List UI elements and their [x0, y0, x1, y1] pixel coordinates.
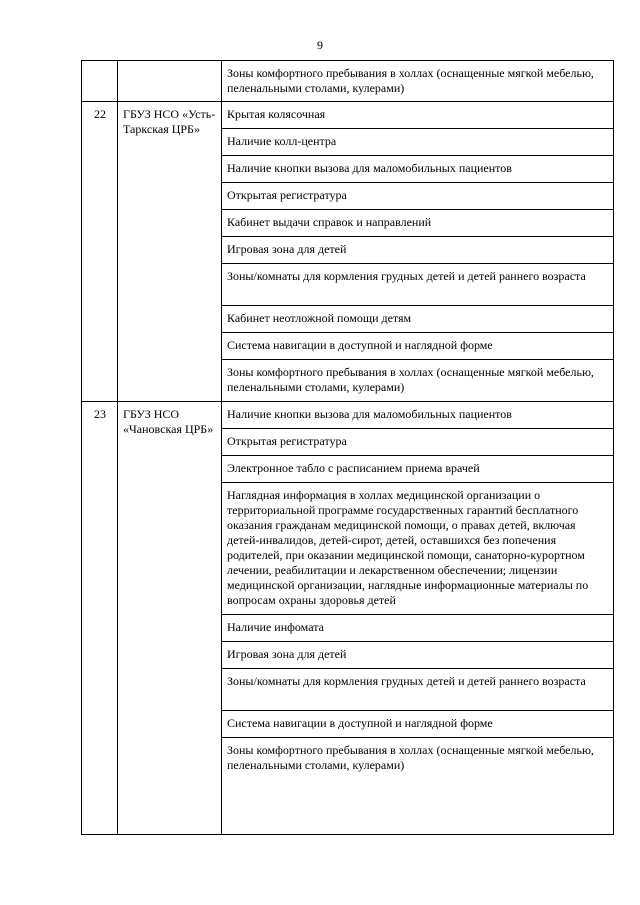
cell-feature: Открытая регистратура: [222, 183, 614, 210]
cell-organization-empty: [118, 61, 222, 102]
cell-feature: Игровая зона для детей: [222, 237, 614, 264]
cell-number-empty: [82, 61, 118, 102]
facilities-table: [81, 60, 614, 835]
cell-number: 22: [82, 102, 118, 402]
cell-feature: Кабинет выдачи справок и направлений: [222, 210, 614, 237]
cell-feature: Открытая регистратура: [222, 429, 614, 456]
cell-feature: Наличие инфомата: [222, 615, 614, 642]
cell-feature: Зоны/комнаты для кормления грудных детей и детей раннего возраста: [222, 264, 614, 306]
cell-feature: Наличие кнопки вызова для маломобильных пациентов: [222, 402, 614, 429]
cell-feature: Система навигации в доступной и наглядной форме: [222, 333, 614, 360]
cell-feature: Зоны комфортного пребывания в холлах (оснащенные мягкой мебелью, пеленальными столами, кулерами): [222, 61, 614, 102]
table-row: [82, 402, 614, 429]
cell-feature: Зоны комфортного пребывания в холлах (оснащенные мягкой мебелью, пеленальными столами, кулерами): [222, 360, 614, 402]
cell-feature: Наглядная информация в холлах медицинской организации о территориальной программе государственных гарантий бесплатного оказания гражданам медицинской помощи, о правах детей, включая детей-инвалидов, детей-сирот, детей, оставшихся без попечения родителей, при оказании медицинской помощи, санаторно-курортном лечении, реабилитации и лекарственном обеспечении; лицензии медицинской организации, наглядные информационные материалы по вопросам охраны здоровья детей: [222, 483, 614, 615]
cell-feature: Электронное табло с расписанием приема врачей: [222, 456, 614, 483]
table-row-continuation: [82, 61, 614, 102]
cell-feature: Крытая колясочная: [222, 102, 614, 129]
cell-feature: Кабинет неотложной помощи детям: [222, 306, 614, 333]
page-number: 9: [317, 38, 323, 52]
cell-feature: Система навигации в доступной и наглядной форме: [222, 711, 614, 738]
table-row: [82, 102, 614, 129]
cell-feature: Игровая зона для детей: [222, 642, 614, 669]
cell-organization: ГБУЗ НСО «Чановская ЦРБ»: [118, 402, 222, 835]
cell-feature: Зоны комфортного пребывания в холлах (оснащенные мягкой мебелью, пеленальными столами, кулерами): [222, 738, 614, 835]
cell-feature: Зоны/комнаты для кормления грудных детей и детей раннего возраста: [222, 669, 614, 711]
cell-number: 23: [82, 402, 118, 835]
cell-feature: Наличие колл-центра: [222, 129, 614, 156]
cell-feature: Наличие кнопки вызова для маломобильных пациентов: [222, 156, 614, 183]
cell-organization: ГБУЗ НСО «Усть-Таркская ЦРБ»: [118, 102, 222, 402]
